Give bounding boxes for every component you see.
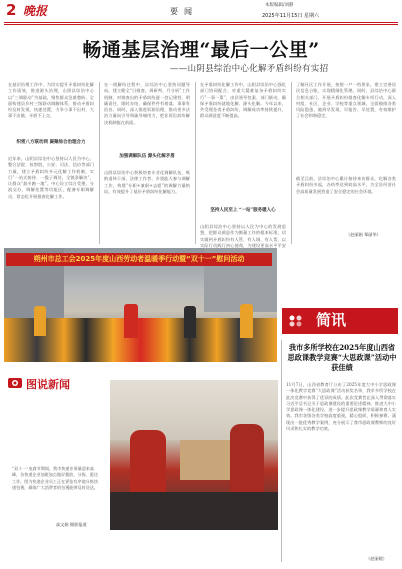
photo-worker <box>130 430 166 500</box>
article-subhead-1: 织密八方联动网 凝聚综合治理合力 <box>16 140 86 145</box>
article-subhead-2: 加强调解队伍 源头化解矛盾 <box>119 154 175 159</box>
photo-news-caption: “双十一”电商节期间，我市快递业务量迎来高峰，各快递企业加班加点做好揽收、分拣、派送工作。图为快递企业员工正在紧张有序地分拣快递包裹，确保广大消费者的包裹能够及时送达。 <box>12 466 98 490</box>
brief-body: 11月7日，山西省教育厅公布了2025年度大中小学思政课一体化教学竞赛“大思政课”活动获奖名单，我市多所学校在此次竞赛中获得了优异的成绩。此次竞赛旨在深入贯彻落实习近平总书记关于思政课建设的重要论述精神，推进大中小学思政课一体化建设，进一步提升思政课教学质量和育人实效。我市各级各类学校高度重视，精心组织，积极参赛，涌现出一批优秀教学案例，充分展示了我市思政课教师的良好风采和扎实的教学功底。 <box>286 382 396 432</box>
photo-parcels <box>180 440 230 480</box>
subheadline: ——山阴县综治中心化解矛盾纠纷有实招 <box>170 64 329 74</box>
column-divider <box>281 340 282 562</box>
article-byline: （赵丽娟 郑丽华） <box>346 232 381 237</box>
column-divider <box>99 82 100 244</box>
logo-text: 晚报 <box>23 4 48 18</box>
page-header <box>0 0 402 26</box>
photo-news-label: 图说新闻 <box>26 378 70 391</box>
article-col3-a: 在矛盾纠纷化解工作中，山阴县综治中心强化部门协同配合，对重大疑难复杂矛盾纠纷实行“一事一策”，由县领导包案、部门联动，确保矛盾纠纷就地化解、源头化解。今年以来，共受理各类矛盾纠纷，调解成功率持续提升，群众满意度不断提高。 <box>200 82 286 119</box>
photo-person <box>34 306 46 336</box>
headline: 畅通基层治理“最后一公里” <box>82 39 320 61</box>
article-col4-b: 截至目前，县综治中心累计接待来访群众，化解各类矛盾纠纷多起，办结率达到较高水平，为全县经济社会高质量发展营造了安全稳定的社会环境。 <box>296 176 396 194</box>
article-col1-a: 在基层治理工作中，为切实提升矛盾纠纷化解工作质效，推进源头治理，山阴县综治中心以“三调联动”为基础，聚焦群众急难愁盼，全面构建县乡村三级联动调解体系，推动矛盾纠纷及时发现、快速处置，力争小事不出村、大事不出镇、矛盾不上交。 <box>8 82 94 119</box>
header-rule-thin <box>4 24 398 25</box>
section-title: 要闻 <box>170 7 198 16</box>
photo-floor <box>110 492 278 530</box>
page-number: 2 <box>6 1 17 19</box>
photo-person <box>184 306 196 338</box>
article-subhead-3: 坚持人民至上 “一站”服务暖人心 <box>210 208 276 213</box>
article-col1-b: 近年来，山阴县综治中心坚持以人民为中心，整合法院、检察院、公安、司法、信访等部门力量，建立矛盾纠纷多元化解工作机制，实行“一站式接待、一揽子调处、全链条解决”，让群众“最多跑一地”。中心设立综合受理、分流交办、调解处置等功能区，配备专职调解员，常态化开展排查化解工作。 <box>8 156 94 199</box>
column-divider <box>291 82 292 244</box>
article-col2-a: 在一线解纷过程中，县综治中心坚持问题导向，建立健全“日排查、周研判、月分析”工作机制，对排查出的矛盾纠纷逐一登记建档、明确责任、限时办结，确保件件有着落、事事有回音。同时，深入推进诉源治理，推动更多法治力量向引导和疏导端用力，把非诉讼纠纷解决机制挺在前面。 <box>104 82 190 125</box>
photo-news-credit: 高文娟 摄影报道 <box>56 522 87 527</box>
photo-person <box>124 304 138 338</box>
issue-date: 2025年11月15日 星期六 <box>262 13 320 19</box>
brief-title: 我市多所学校在2025年度山西省思政课教学竞赛“大思政课”活动中获佳绩 <box>287 343 397 372</box>
brief-label: 简讯 <box>316 311 347 329</box>
photo-person <box>240 304 253 338</box>
brief-byline: （赵丽媛） <box>366 556 387 561</box>
photo-news-image <box>110 380 278 530</box>
editor-line: 本版编辑/刘静 <box>265 3 294 8</box>
header-rule <box>4 22 398 23</box>
newspaper-logo <box>22 3 62 17</box>
photo-banner: 朔州市总工会2025年度山西劳动者温暖季行动暨“双十一”慰问活动 <box>6 253 272 266</box>
brief-decor-icon <box>288 314 310 328</box>
article-col2-b: 山阴县综治中心积极培育专业化调解队伍，吸纳退休干部、法律工作者、乡贤能人参与调解工作，构建“专职+兼职+志愿”的调解力量格局，有效提升了基层矛盾纠纷化解能力。 <box>104 170 190 194</box>
column-divider <box>195 82 196 244</box>
article-col3-b: 山阴县综治中心坚持以人民为中心的发展思想，把群众满意作为衡量工作的根本标准，切实做到矛盾纠纷有人管、有人调、有人帮，以实际行动践行初心使命，为建设更高水平平安 <box>200 224 286 248</box>
article-col4-a: 了解社区工作开展，按照一户一档要求，建立完善居民信息台账，实现精细化管理。同时，县综治中心联合相关部门，开展矛盾纠纷排查化解专项行动，深入村组、社区、企业、学校等重点领域，全面摸排各类风险隐患，做到早发现、早报告、早处置，有效维护了社会和谐稳定。 <box>296 82 396 119</box>
